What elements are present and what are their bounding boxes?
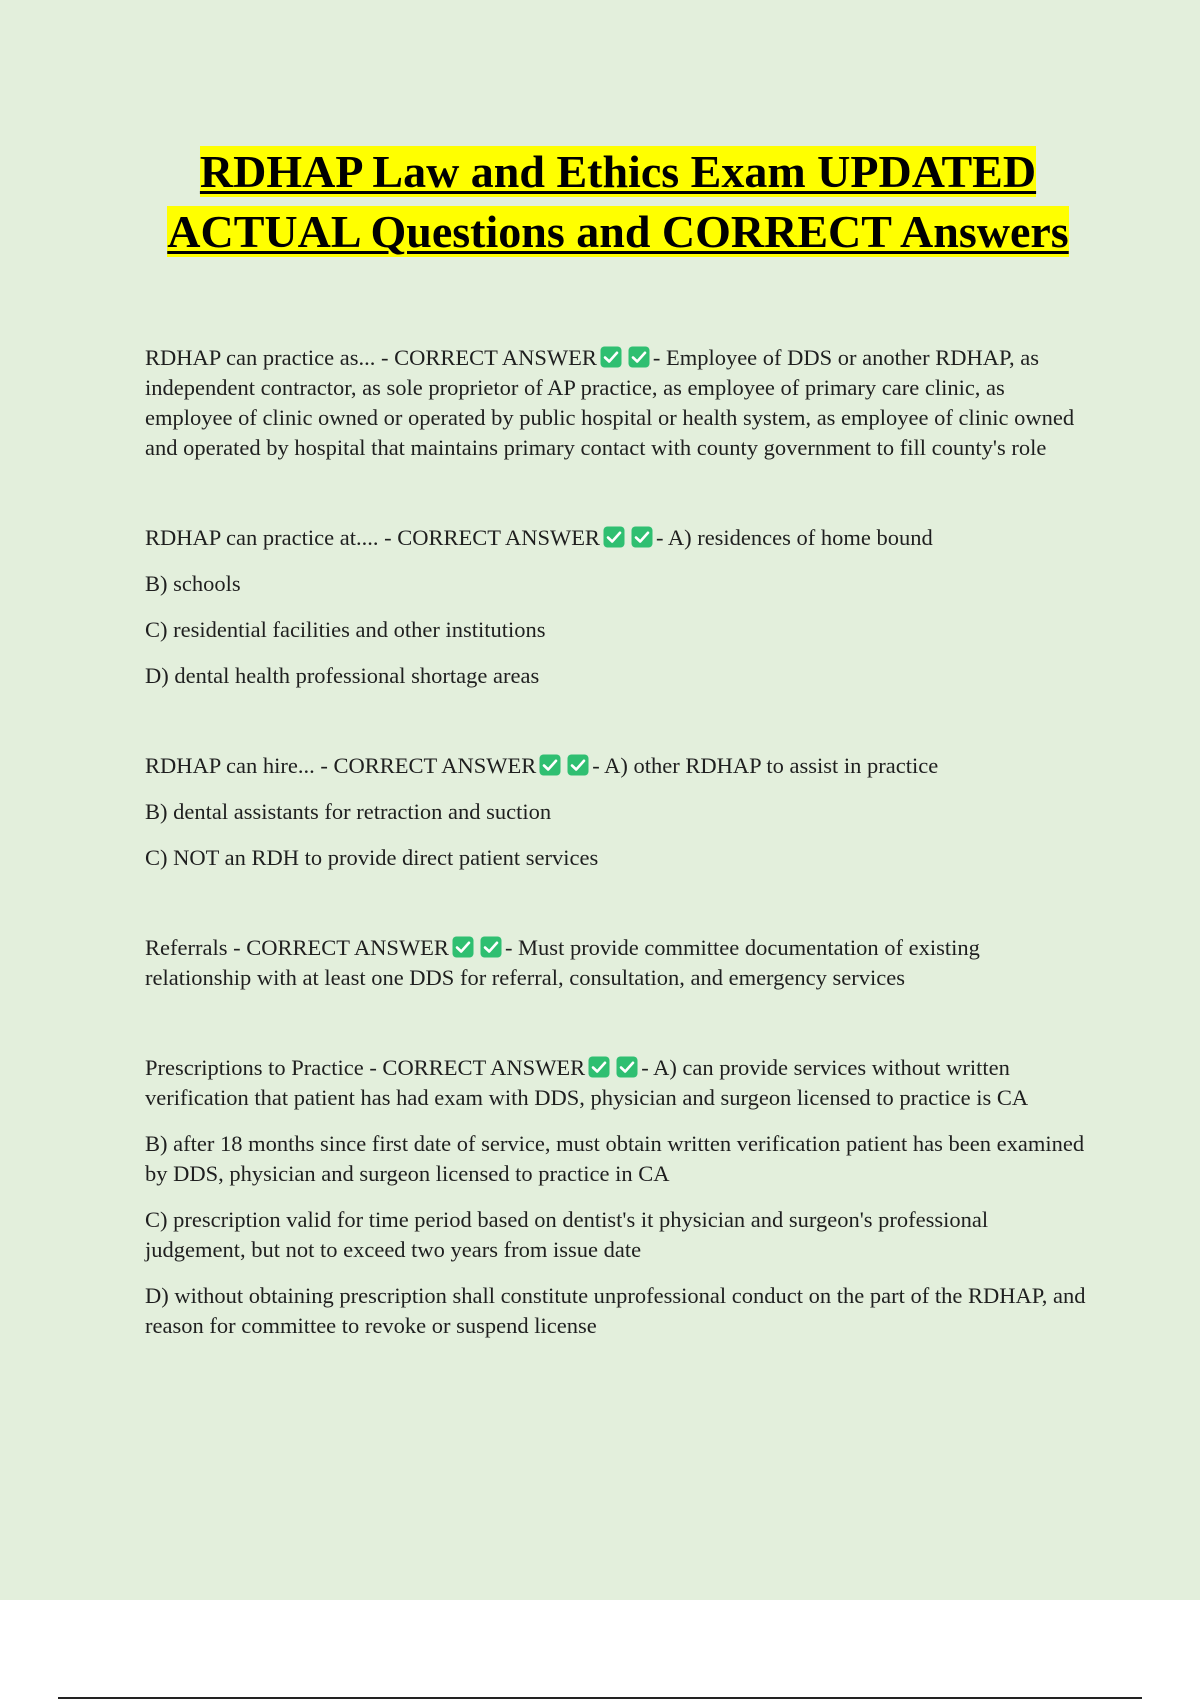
check-mark-icon [603,526,625,548]
answer-line: C) residential facilities and other institutions [145,617,546,642]
check-mark-icon [600,346,622,368]
question-prompt: RDHAP can practice as... - CORRECT ANSWER [145,345,597,370]
answer-text: - A) can provide services without written verification that patient has had exam with DDS, physician and surgeon licensed to practice is CA [145,1055,1029,1110]
qa-item [145,933,1090,993]
title-block [120,142,1116,262]
answer-text: - A) residences of home bound [655,525,933,550]
answer-line: B) dental assistants for retraction and suction [145,799,552,824]
answer-line: B) after 18 months since first date of service, must obtain written verification patient has been examined by DDS, physician and surgeon licensed to practice in CA [145,1131,1085,1186]
question-prompt: RDHAP can hire... - CORRECT ANSWER [145,753,537,778]
qa-question [145,523,1090,553]
qa-question [145,343,1090,463]
qa-question [145,933,1090,993]
qa-item [145,343,1090,463]
qa-item [145,523,1090,691]
check-mark-icon [588,1056,610,1078]
qa-item [145,1053,1090,1341]
answer-text: - Must provide committee documentation of existing relationship with at least one DDS for referral, consultation, and emergency services [145,935,980,990]
question-prompt: Prescriptions to Practice - CORRECT ANSWER [145,1055,586,1080]
question-prompt: RDHAP can practice at.... - CORRECT ANSWER [145,525,600,550]
answer-text: - Employee of DDS or another RDHAP, as independent contractor, as sole proprietor of AP practice, as employee of primary care clinic, as employee of clinic owned or operated by public hospital or health system, as employee of clinic owned and operated by hospital that maintains primary contact with county government to fill county's role [145,345,1075,460]
qa-item [145,751,1090,873]
answer-line: D) dental health professional shortage areas [145,663,540,688]
qa-list [145,343,1090,1341]
qa-question [145,751,1090,781]
qa-question [145,1053,1090,1113]
document-title: RDHAP Law and Ethics Exam UPDATED ACTUAL Questions and CORRECT Answers [167,146,1069,257]
answer-text: - A) other RDHAP to assist in practice [592,753,939,778]
check-mark-icon [539,754,561,776]
answer-line: D) without obtaining prescription shall constitute unprofessional conduct on the part of the RDHAP, and reason for committee to revoke or suspend license [145,1283,1086,1338]
check-mark-icon [631,526,653,548]
check-mark-icon [452,936,474,958]
check-mark-icon [567,754,589,776]
answer-line: C) prescription valid for time period based on dentist's it physician and surgeon's professional judgement, but not to exceed two years from issue date [145,1207,989,1262]
check-mark-icon [616,1056,638,1078]
check-mark-icon [628,346,650,368]
question-prompt: Referrals - CORRECT ANSWER [145,935,449,960]
footer-divider [58,1697,1142,1699]
check-mark-icon [480,936,502,958]
answer-line: B) schools [145,571,241,596]
answer-line: C) NOT an RDH to provide direct patient services [145,845,599,870]
